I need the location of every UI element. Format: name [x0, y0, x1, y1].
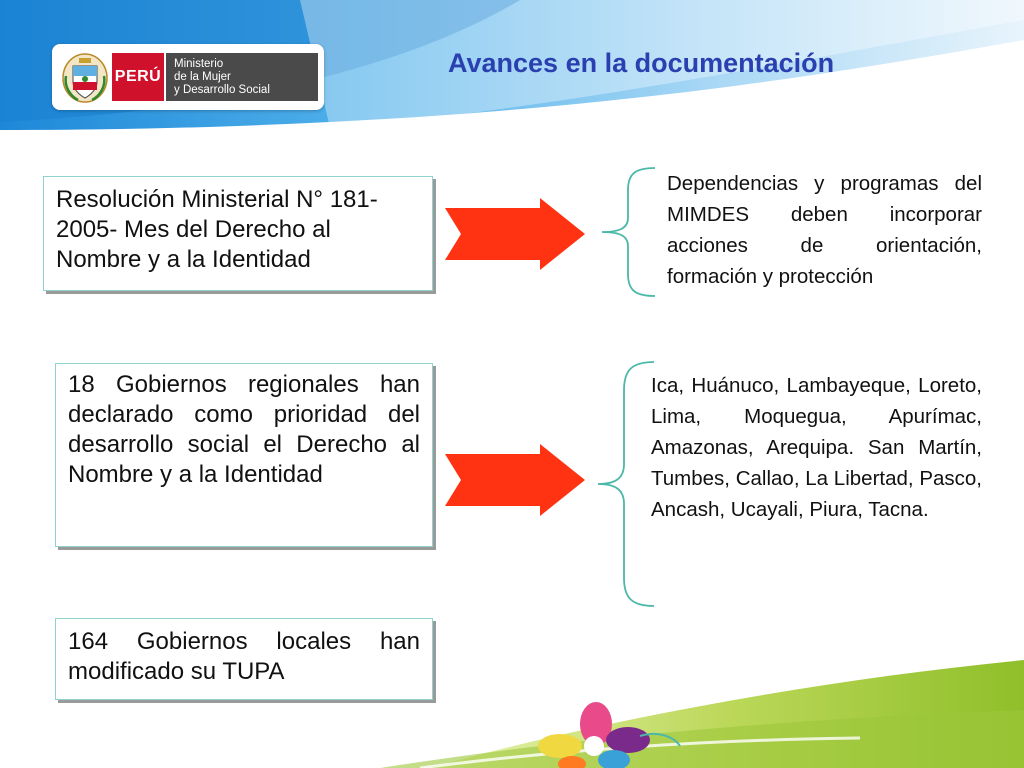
- text-box-resolution-text: Resolución Ministerial N° 181-2005- Mes del Derecho al Nombre y a la Identidad: [56, 186, 378, 273]
- peru-label: PERÚ: [112, 53, 164, 101]
- left-brace-icon: [600, 166, 660, 298]
- bottom-decoration: [0, 640, 1024, 768]
- coat-of-arms-icon: [60, 50, 110, 104]
- right-arrow-icon: [445, 444, 585, 516]
- text-box-resolution: [43, 176, 433, 291]
- ministry-name: [166, 53, 318, 101]
- right-arrow-icon: [445, 198, 585, 270]
- ministry-line-3: y Desarrollo Social: [174, 84, 270, 96]
- page-title: Avances en la documentación: [448, 48, 835, 78]
- text-box-local-governments-text: 164 Gobiernos locales han modificado su TUPA: [68, 628, 420, 685]
- text-box-regional-governments: [55, 363, 433, 547]
- mimdes-actions-text: Dependencias y programas del MIMDES deben incorporar acciones de orientación, formación y protección: [667, 172, 982, 288]
- regions-list-text: Ica, Huánuco, Lambayeque, Loreto, Lima, Moquegua, Apurímac, Amazonas, Arequipa. San Martín, Tumbes, Callao, La Libertad, Pasco, Ancash, Ucayali, Piura, Tacna.: [651, 374, 982, 521]
- text-box-regional-governments-text: 18 Gobiernos regionales han declarado como prioridad del desarrollo social el Derecho al Nombre y a la Identidad: [68, 371, 420, 488]
- ministry-line-1: Ministerio: [174, 58, 224, 70]
- ministry-logo: [52, 44, 324, 110]
- ministry-line-2: de la Mujer: [174, 71, 231, 83]
- left-brace-icon: [596, 360, 656, 608]
